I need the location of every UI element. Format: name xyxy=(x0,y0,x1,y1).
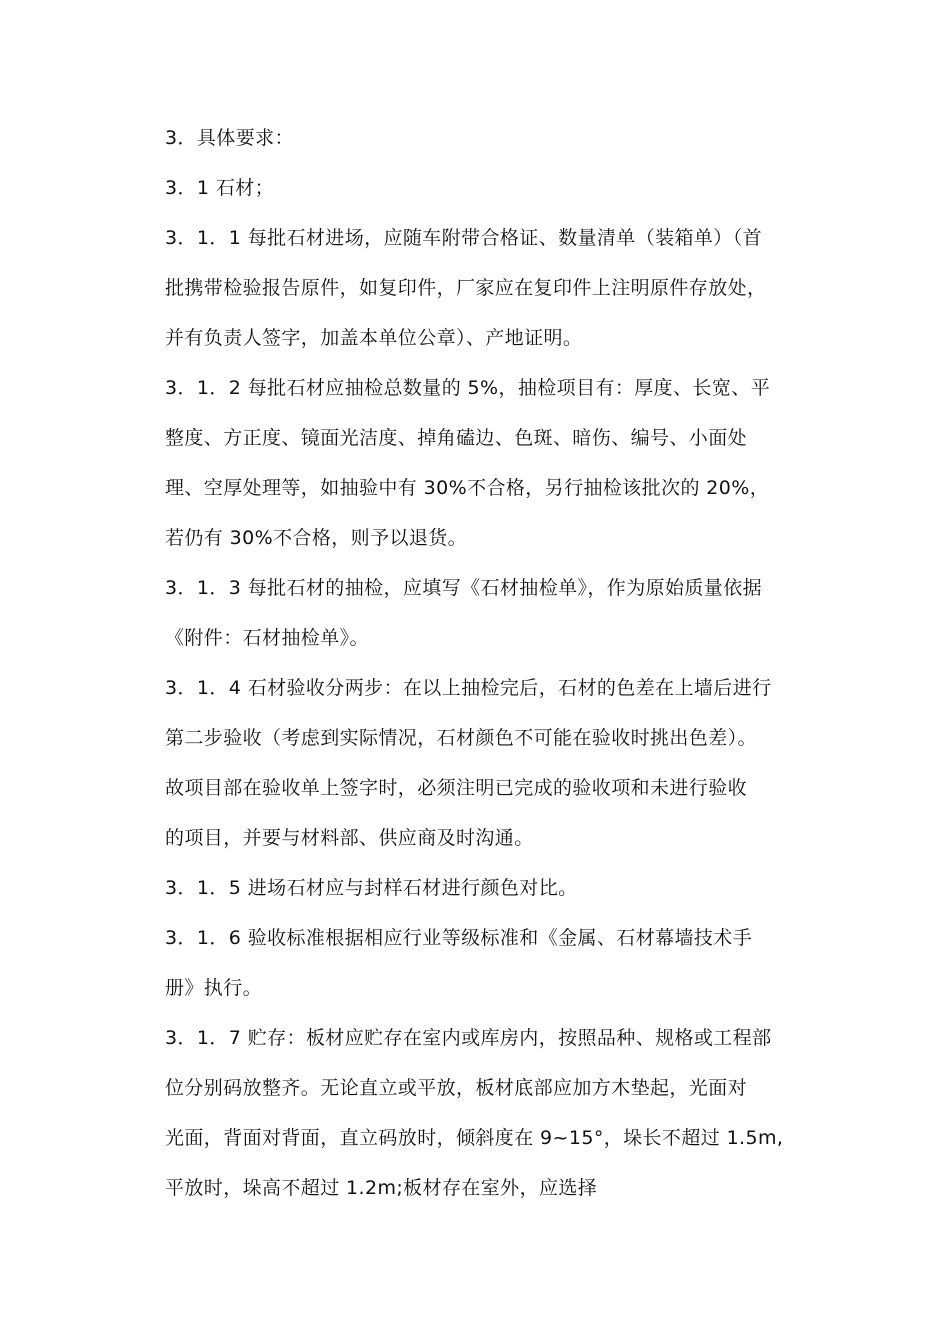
text-line: 《附件：石材抽检单》。 xyxy=(165,627,369,649)
paragraph xyxy=(165,363,827,563)
paragraph xyxy=(165,113,827,163)
text-line: 3．1．1 每批石材进场，应随车附带合格证、数量清单（装箱单）（首 xyxy=(165,227,763,249)
text-line: 3．具体要求： xyxy=(165,127,294,149)
paragraph xyxy=(165,863,827,913)
paragraph xyxy=(165,213,827,363)
text-line: 3．1．3 每批石材的抽检，应填写《石材抽检单》，作为原始质量依据 xyxy=(165,577,763,599)
text-line: 理、空厚处理等，如抽验中有 30%不合格，另行抽检该批次的 20%， xyxy=(165,477,770,499)
text-line: 若仍有 30%不合格，则予以退货。 xyxy=(165,527,468,549)
paragraph xyxy=(165,663,827,863)
paragraph xyxy=(165,163,827,213)
text-line: 第二步验收（考虑到实际情况，石材颜色不可能在验收时挑出色差）。 xyxy=(165,727,757,749)
text-line: 批携带检验报告原件，如复印件，厂家应在复印件上注明原件存放处， xyxy=(165,277,767,299)
text-line: 3．1．2 每批石材应抽检总数量的 5%，抽检项目有：厚度、长宽、平 xyxy=(165,377,771,399)
paragraph xyxy=(165,563,827,663)
text-line: 3．1．6 验收标准根据相应行业等级标准和《金属、石材幕墙技术手 xyxy=(165,927,753,949)
text-line: 3．1．5 进场石材应与封样石材进行颜色对比。 xyxy=(165,877,578,899)
text-line: 光面，背面对背面，直立码放时，倾斜度在 9~15°，垛长不超过 1.5m, xyxy=(165,1127,784,1149)
text-line: 整度、方正度、镜面光洁度、掉角磕边、色斑、暗伤、编号、小面处 xyxy=(165,427,748,449)
text-line: 3．1．4 石材验收分两步：在以上抽检完后，石材的色差在上墙后进行 xyxy=(165,677,772,699)
text-line: 3．1 石材； xyxy=(165,177,275,199)
text-line: 平放时，垛高不超过 1.2m;板材存在室外，应选择 xyxy=(165,1177,598,1199)
text-line: 的项目，并要与材料部、供应商及时沟通。 xyxy=(165,827,534,849)
document-body xyxy=(165,113,827,1213)
text-line: 位分别码放整齐。无论直立或平放，板材底部应加方木垫起，光面对 xyxy=(165,1077,748,1099)
text-line: 3．1．7 贮存：板材应贮存在室内或库房内，按照品种、规格或工程部 xyxy=(165,1027,772,1049)
text-line: 册》执行。 xyxy=(165,977,263,999)
text-line: 并有负责人签字，加盖本单位公章）、产地证明。 xyxy=(165,327,583,349)
paragraph xyxy=(165,913,827,1013)
text-line: 故项目部在验收单上签字时，必须注明已完成的验收项和未进行验收 xyxy=(165,777,748,799)
paragraph xyxy=(165,1013,827,1213)
